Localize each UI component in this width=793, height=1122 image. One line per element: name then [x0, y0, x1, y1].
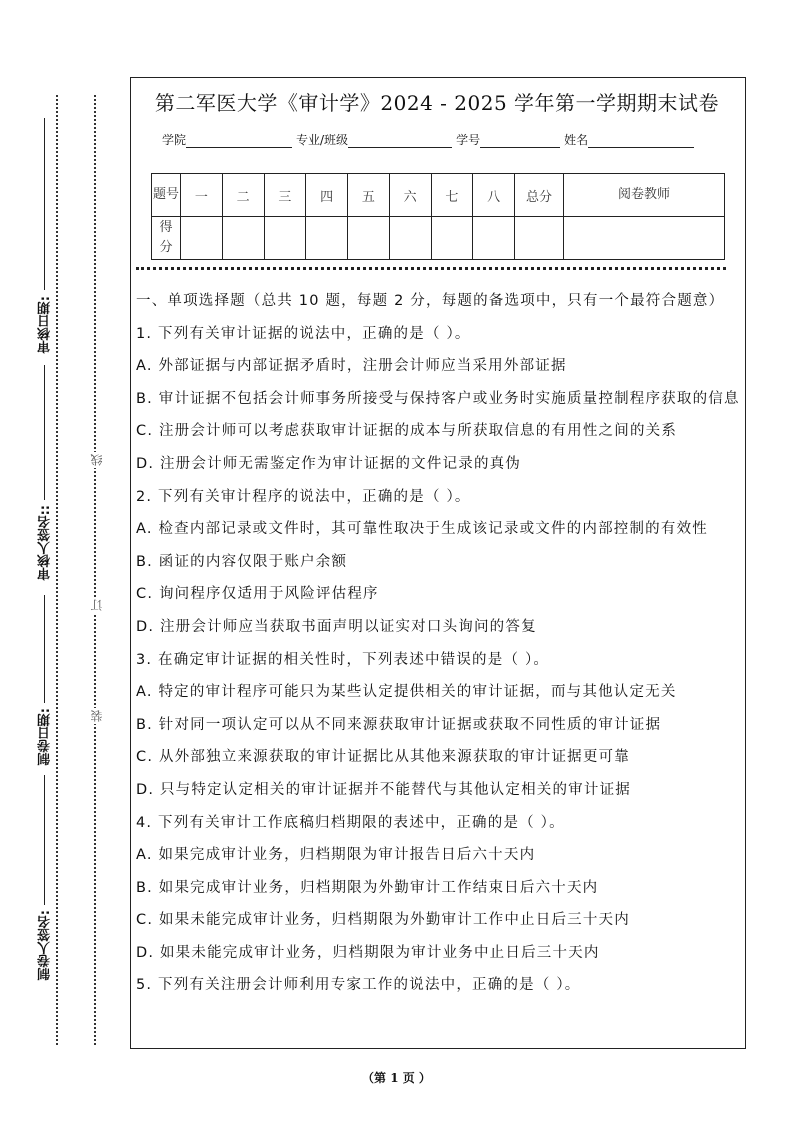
column-header: 阅卷教师	[564, 174, 725, 217]
reviewer-signature-label: 审核人签名::	[38, 505, 53, 581]
score-cell[interactable]	[306, 217, 348, 260]
column-header: 六	[389, 174, 431, 217]
student-id-field[interactable]	[480, 133, 560, 148]
score-row	[152, 217, 725, 260]
column-header: 四	[306, 174, 348, 217]
answer-option: C. 询问程序仅适用于风险评估程序	[136, 586, 379, 603]
score-cell[interactable]	[389, 217, 431, 260]
signature-line	[44, 118, 45, 290]
student-id-label: 学号	[456, 133, 481, 147]
section-heading: 一、单项选择题（总共 10 题，每题 2 分，每题的备选项中，只有一个最符合题意）	[136, 293, 725, 309]
row-label: 得分	[152, 217, 181, 260]
score-cell[interactable]	[431, 217, 473, 260]
compiler-signature-label: 制卷人签名:	[38, 910, 53, 981]
question-stem: 1. 下列有关审计证据的说法中，正确的是（ ）。	[136, 325, 471, 342]
column-header: 二	[222, 174, 264, 217]
answer-option: C. 如果未能完成审计业务，归档期限为外勤审计工作中止日后三十天内	[136, 912, 630, 929]
name-field[interactable]	[588, 133, 694, 148]
student-info-row	[162, 131, 698, 148]
column-header: 八	[473, 174, 515, 217]
column-header: 一	[181, 174, 223, 217]
score-cell[interactable]	[264, 217, 306, 260]
score-cell[interactable]	[515, 217, 564, 260]
score-cell[interactable]	[473, 217, 515, 260]
answer-option: B. 审计证据不包括会计师事务所接受与保持客户或业务时实施质量控制程序获取的信息	[136, 390, 740, 407]
answer-option: C. 注册会计师可以考虑获取审计证据的成本与所获取信息的有用性之间的关系	[136, 423, 678, 440]
binding-char-ding: 订	[90, 599, 104, 611]
binding-char-xian: 线	[90, 454, 104, 466]
answer-option: A. 检查内部记录或文件时，其可靠性取决于生成该记录或文件的内部控制的有效性	[136, 521, 708, 538]
row-label: 题号	[152, 174, 181, 217]
signature-line	[44, 595, 45, 703]
exam-title: 第二军医大学《审计学》2024 - 2025 学年第一学期期末试卷	[154, 91, 720, 115]
answer-option: D. 注册会计师无需鉴定作为审计证据的文件记录的真伪	[136, 455, 522, 472]
question-number-row	[152, 174, 725, 217]
section-divider	[136, 267, 726, 270]
question-content	[136, 290, 742, 1007]
answer-option: C. 从外部独立来源获取的审计证据比从其他来源获取的审计证据更可靠	[136, 749, 630, 766]
page-number: （第 1 页 ）	[362, 1071, 431, 1085]
question-stem: 4. 下列有关审计工作底稿归档期限的表述中，正确的是（ ）。	[136, 814, 565, 831]
compile-date-label: 制卷日期:	[38, 708, 53, 766]
signature-line	[44, 775, 45, 905]
score-cell[interactable]	[348, 217, 390, 260]
score-cell[interactable]	[564, 217, 725, 260]
column-header: 三	[264, 174, 306, 217]
column-header: 总分	[515, 174, 564, 217]
major-class-label: 专业/班级	[296, 133, 349, 147]
college-label: 学院	[162, 133, 187, 147]
binding-dotted-line	[94, 95, 96, 1045]
column-header: 七	[431, 174, 473, 217]
name-label: 姓名	[564, 133, 589, 147]
answer-option: D. 只与特定认定相关的审计证据并不能替代与其他认定相关的审计证据	[136, 781, 631, 798]
question-stem: 2. 下列有关审计程序的说法中，正确的是（ ）。	[136, 488, 471, 505]
score-cell[interactable]	[222, 217, 264, 260]
answer-option: A. 特定的审计程序可能只为某些认定提供相关的审计证据，而与其他认定无关	[136, 684, 677, 701]
review-date-label: 审核日期:	[38, 296, 53, 354]
answer-option: A. 如果完成审计业务，归档期限为审计报告日后六十天内	[136, 847, 536, 864]
binding-char-zhuang: 装	[90, 710, 104, 722]
answer-option: B. 函证的内容仅限于账户余额	[136, 553, 348, 570]
answer-option: A. 外部证据与内部证据矛盾时，注册会计师应当采用外部证据	[136, 358, 567, 375]
answer-option: B. 如果完成审计业务，归档期限为外勤审计工作结束日后六十天内	[136, 879, 599, 896]
score-cell[interactable]	[181, 217, 223, 260]
binding-dotted-line	[56, 95, 58, 1045]
signature-line	[44, 365, 45, 500]
college-field[interactable]	[186, 133, 292, 148]
major-class-field[interactable]	[348, 133, 452, 148]
column-header: 五	[348, 174, 390, 217]
answer-option: D. 注册会计师应当获取书面声明以证实对口头询问的答复	[136, 618, 537, 635]
question-stem: 5. 下列有关注册会计师利用专家工作的说法中，正确的是（ ）。	[136, 977, 581, 994]
answer-option: D. 如果未能完成审计业务，归档期限为审计业务中止日后三十天内	[136, 944, 600, 961]
question-stem: 3. 在确定审计证据的相关性时，下列表述中错误的是（ ）。	[136, 651, 550, 668]
answer-option: B. 针对同一项认定可以从不同来源获取审计证据或获取不同性质的审计证据	[136, 716, 662, 733]
score-table	[151, 173, 725, 260]
